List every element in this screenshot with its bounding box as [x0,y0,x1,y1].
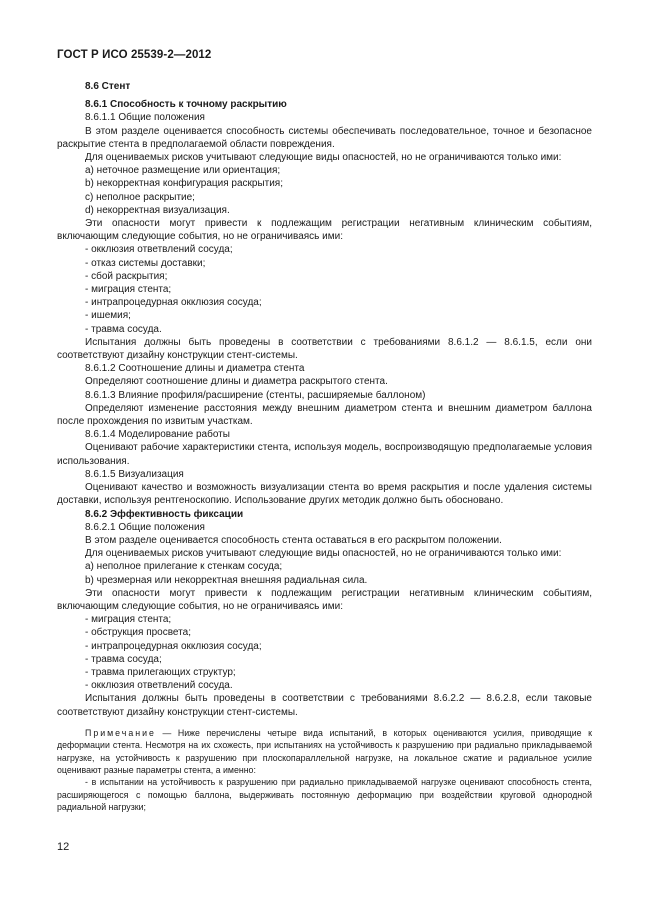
paragraph: Эти опасности могут привести к подлежащим регистрации негативным клиническим событиям, включающим следующие события, но не ограничиваясь ими: [57,587,592,612]
page-number: 12 [57,841,70,853]
clause-heading: 8.6.1.2 Соотношение длины и диаметра стента [85,363,305,375]
note-text: — Ниже перечислены четыре вида испытаний, в которых оцениваются усилия, приводящие к деформации стента. Несмотря на их схожесть, при испытаниях на устойчивость к разрушению при радиально прикладываемой нагрузке, на устойчивость к разрушению при плоскопараллельной нагрузке, на локальное сжатие и радиальное усилие оценивают разные параметры стента, а именно: [57,727,592,775]
clause-heading: 8.6.1.5 Визуализация [85,468,184,480]
paragraph: Испытания должны быть проведены в соответствии с требованиями 8.6.1.2 — 8.6.1.5, если они соответствуют дизайну конструкции стент-системы. [57,336,592,362]
paragraph: В этом разделе оценивается способность системы обеспечивать последовательное, точное и безопасное раскрытие стента в предполагаемой области повреждения. [57,125,592,150]
list-item: - отказ системы доставки; [85,257,206,269]
list-item: - травма сосуда. [85,323,162,335]
section-heading: 8.6 Стент [85,81,131,92]
paragraph: Для оцениваемых рисков учитывают следующие виды опасностей, но не ограничиваются только ими: [85,152,562,164]
subsection-heading: 8.6.1 Способность к точному раскрытию [85,99,287,111]
document-header: ГОСТ Р ИСО 25539-2—2012 [57,49,212,61]
list-item: d) некорректная визуализация. [85,204,230,216]
clause-heading: 8.6.1.4 Моделирование работы [85,429,230,441]
list-item: - окклюзия ответвлений сосуда. [85,680,233,692]
note-block [57,727,592,814]
list-item: - травма прилегающих структур; [85,666,236,678]
paragraph: Для оцениваемых рисков учитывают следующие виды опасностей, но не ограничиваются только ими: [85,548,562,560]
list-item: b) чрезмерная или некорректная внешняя радиальная сила. [85,574,368,586]
paragraph: Определяют соотношение длины и диаметра раскрытого стента. [85,376,388,388]
list-item: - сбой раскрытия; [85,270,168,282]
list-item: c) неполное раскрытие; [85,191,195,203]
list-item: - интрапроцедурная окклюзия сосуда; [85,640,262,652]
note-item: - в испытании на устойчивость к разрушению при радиально прикладываемой нагрузке оценивают способность стента, расширяющегося с помощью баллона, выдерживать постоянную деформацию при воздействии круговой однородной радиальной нагрузки; [57,777,592,813]
list-item: b) некорректная конфигурация раскрытия; [85,178,283,190]
list-item: a) неполное прилегание к стенкам сосуда; [85,561,283,573]
list-item: - ишемия; [85,310,131,322]
paragraph: Оценивают качество и возможность визуализации стента во время раскрытия и после удаления системы доставки, используя рентгеноскопию. Использование других методик должно быть обосновано. [57,482,592,507]
paragraph: Оценивают рабочие характеристики стента, используя модель, воспроизводящую предполагаемые условия использования. [57,442,592,467]
note-label: Примечание [85,727,156,738]
list-item: a) неточное размещение или ориентация; [85,165,281,177]
subsection-heading: 8.6.2 Эффективность фиксации [85,508,244,520]
list-item: - миграция стента; [85,614,172,626]
paragraph: В этом разделе оценивается способность стента оставаться в его раскрытом положении. [85,534,502,546]
list-item: - окклюзия ответвлений сосуда; [85,244,233,256]
document-body [57,80,592,814]
clause-heading: 8.6.1.3 Влияние профиля/расширение (стенты, расширяемые баллоном) [85,389,426,401]
note-paragraph [57,727,592,777]
clause-heading: 8.6.2.1 Общие положения [85,521,205,533]
paragraph: Эти опасности могут привести к подлежащим регистрации негативным клиническим событиям, включающим следующие события, но не ограничиваясь ими: [57,218,592,243]
list-item: - травма сосуда; [85,653,162,665]
list-item: - интрапроцедурная окклюзия сосуда; [85,297,262,309]
paragraph: Определяют изменение расстояния между внешним диаметром стента и внешним диаметром баллона после прохождения по извитым участкам. [57,402,592,428]
list-item: - миграция стента; [85,284,172,296]
list-item: - обструкция просвета; [85,627,191,639]
paragraph: Испытания должны быть проведены в соответствии с требованиями 8.6.2.2 — 8.6.2.8, если таковые соответствуют дизайну конструкции стент-системы. [57,693,592,718]
clause-heading: 8.6.1.1 Общие положения [85,112,205,124]
